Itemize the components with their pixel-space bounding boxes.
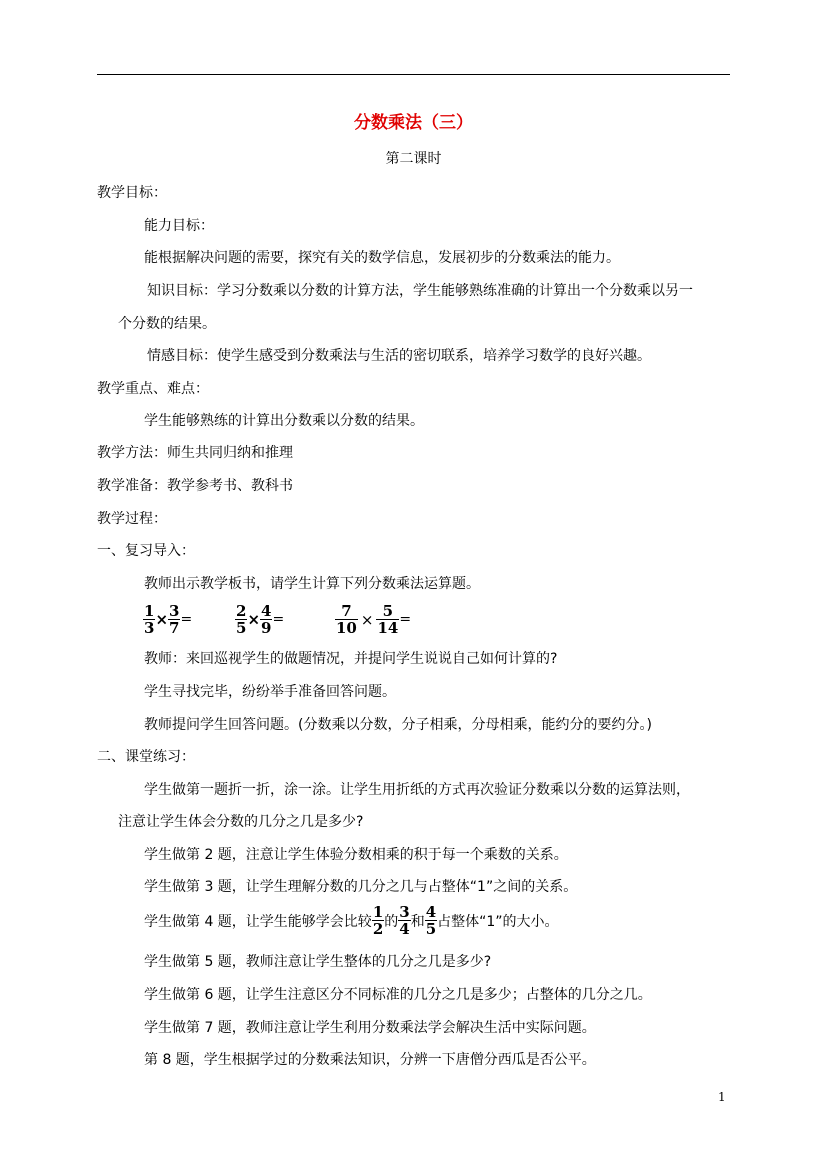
multiply-sign: × <box>360 610 374 629</box>
goals-heading: 教学目标： <box>97 185 167 201</box>
header-rule <box>97 74 730 75</box>
fraction: $\frac{4}{9}$ <box>261 602 272 637</box>
exercise-2 <box>235 603 284 636</box>
practice-line-7: 学生做第 7 题，教师注意让学生利用分数乘法学会解决生活中实际问题。 <box>144 1020 596 1036</box>
ability-text: 能根据解决问题的需要，探究有关的数学信息，发展初步的分数乘法的能力。 <box>144 250 620 266</box>
section-practice-heading: 二、课堂练习： <box>97 749 195 765</box>
practice-line-4-post: 占整体“1”的大小。 <box>437 914 559 930</box>
fraction: $\frac{3}{7}$ <box>169 602 180 637</box>
fraction: $\frac{1}{3}$ <box>144 602 155 637</box>
ability-heading: 能力目标： <box>144 218 214 234</box>
page-subtitle: 第二课时 <box>385 151 442 167</box>
practice-line-3: 学生做第 3 题，让学生理解分数的几分之几与占整体“1”之间的关系。 <box>144 879 578 895</box>
practice-line-4-de: 的 <box>384 914 399 930</box>
exercise-3 <box>335 603 411 636</box>
fraction-one-half: $\frac{1}{2}$ <box>372 902 384 938</box>
practice-line-1b: 注意让学生体会分数的几分之几是多少? <box>118 814 364 830</box>
fraction-three-quarters: $\frac{3}{4}$ <box>399 902 410 938</box>
key-points-heading: 教学重点、难点： <box>97 381 209 397</box>
fraction-four-fifths: $\frac{4}{5}$ <box>425 902 437 938</box>
equals-sign: = <box>180 611 193 628</box>
page-number: 1 <box>718 1090 726 1104</box>
review-line-4: 教师提问学生回答问题。(分数乘以分数，分子相乘，分母相乘，能约分的要约分。) <box>144 717 652 733</box>
fraction: $\frac{7}{10}$ <box>336 602 357 637</box>
practice-line-1a: 学生做第一题折一折，涂一涂。让学生用折纸的方式再次验证分数乘以分数的运算法则， <box>144 782 690 798</box>
page-title: 分数乘法（三） <box>354 113 473 133</box>
practice-line-8: 第 8 题，学生根据学过的分数乘法知识，分辨一下唐僧分西瓜是否公平。 <box>144 1052 596 1068</box>
equals-sign: = <box>272 611 285 628</box>
knowledge-text-line1: 知识目标：学习分数乘以分数的计算方法，学生能够熟练准确的计算出一个分数乘以另一 <box>147 283 693 299</box>
review-line-2: 教师：来回巡视学生的做题情况，并提问学生说说自己如何计算的? <box>144 651 558 667</box>
review-line-3: 学生寻找完毕，纷纷举手准备回答问题。 <box>144 684 396 700</box>
equals-sign: = <box>399 611 412 628</box>
practice-line-2: 学生做第 2 题，注意让学生体验分数相乘的积于每一个乘数的关系。 <box>144 847 568 863</box>
multiply-sign: × <box>247 610 261 629</box>
review-line-1: 教师出示教学板书，请学生计算下列分数乘法运算题。 <box>144 576 480 592</box>
exercise-1 <box>143 603 192 636</box>
teaching-process: 教学过程： <box>97 511 167 527</box>
emotion-text: 情感目标：使学生感受到分数乘法与生活的密切联系，培养学习数学的良好兴趣。 <box>147 348 651 364</box>
practice-line-6: 学生做第 6 题，让学生注意区分不同标准的几分之几是多少；占整体的几分之几。 <box>144 987 652 1003</box>
teaching-method: 教学方法：师生共同归纳和推理 <box>97 445 293 461</box>
teaching-preparation: 教学准备：教学参考书、教科书 <box>97 478 293 494</box>
practice-line-5: 学生做第 5 题，教师注意让学生整体的几分之几是多少? <box>144 954 492 970</box>
practice-line-4 <box>144 904 559 944</box>
practice-line-4-he: 和 <box>410 914 425 930</box>
multiply-sign: × <box>155 610 169 629</box>
section-review-heading: 一、复习导入： <box>97 543 195 559</box>
knowledge-text-line2: 个分数的结果。 <box>118 316 216 332</box>
fraction: $\frac{5}{14}$ <box>377 602 399 637</box>
practice-line-4-pre: 学生做第 4 题，让学生能够学会比较 <box>144 914 372 930</box>
key-points-text: 学生能够熟练的计算出分数乘以分数的结果。 <box>144 413 424 429</box>
fraction: $\frac{2}{5}$ <box>236 602 247 637</box>
